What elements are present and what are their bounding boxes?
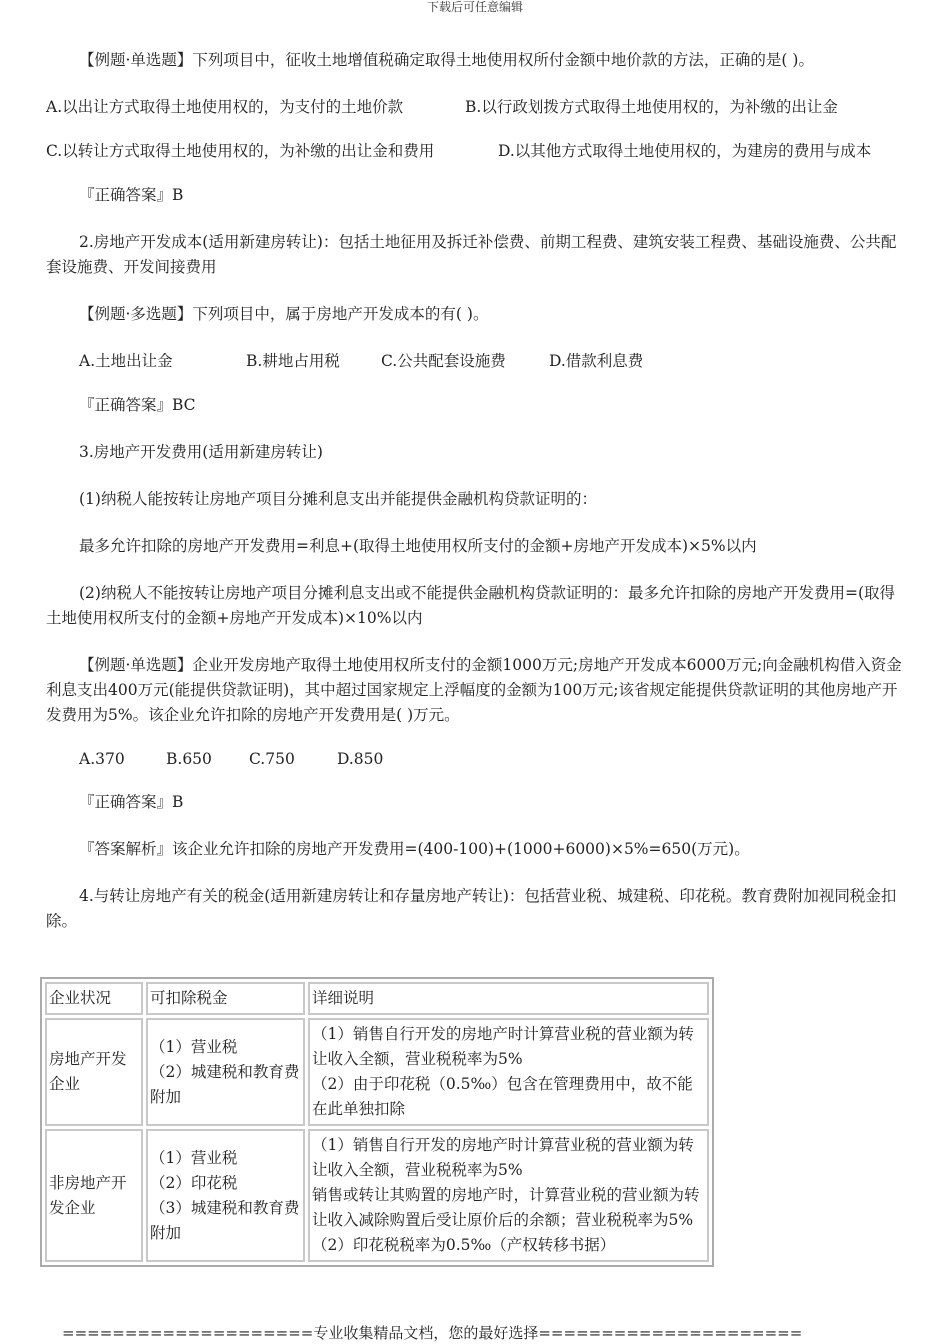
deductible-taxes-cell [146, 1129, 305, 1262]
section-3-dev-expense: 3.房地产开发费用(适用新建房转让) [79, 443, 323, 461]
q1-answer: 『正确答案』B [79, 186, 184, 204]
details-cell [308, 1129, 709, 1262]
q3-option-a: A.370 [79, 750, 125, 768]
tax-item: （1）营业税 [150, 1037, 238, 1056]
detail-line: （2）由于印花税（0.5‰）包含在管理费用中，故不能在此单独扣除 [312, 1075, 693, 1118]
detail-line: （1）销售自行开发的房地产时计算营业税的营业额为转让收入全额，营业税税率为5% [312, 1025, 694, 1068]
q3-options [46, 750, 908, 768]
q2-option-c: C.公共配套设施费 [381, 352, 506, 370]
q2-options [46, 349, 908, 371]
detail-line: （1）销售自行开发的房地产时计算营业税的营业额为转让收入全额，营业税税率为5% [312, 1136, 694, 1179]
table-header-cell: 企业状况 [45, 982, 143, 1015]
q2-option-b: B.耕地占用税 [246, 352, 340, 370]
detail-line: （2）印花税税率为0.5‰（产权转移书据） [312, 1236, 616, 1254]
q3-answer: 『正确答案』B [79, 793, 184, 811]
q2-option-a: A.土地出让金 [79, 352, 173, 370]
example-question-3: 【例题·单选题】企业开发房地产取得土地使用权所支付的金额1000万元;房地产开发成本6000万元;向金融机构借入资金利息支出400万元(能提供贷款证明)，其中超过国家规定上浮幅度的金额为100万元;该省规定能提供贷款证明的其他房地产开发费用为5%。该企业允许扣除的房地产开发费用是( )万元。 [46, 656, 902, 724]
table-row [45, 1129, 709, 1262]
q2-answer: 『正确答案』BC [79, 396, 196, 414]
q1-option-a: A.以出让方式取得土地使用权的，为支付的土地价款 [46, 98, 404, 116]
table-header-row [45, 982, 709, 1015]
section-3-item-2: (2)纳税人不能按转让房地产项目分摊利息支出或不能提供金融机构贷款证明的：最多允许扣除的房地产开发费用=(取得土地使用权所支付的金额+房地产开发成本)×10%以内 [46, 584, 895, 627]
q3-explanation: 『答案解析』该企业允许扣除的房地产开发费用=(400-100)+(1000+6000)×5%=650(万元)。 [79, 840, 750, 858]
company-type-cell: 非房地产开发企业 [45, 1129, 143, 1262]
tax-item: （2）印花税 [150, 1173, 238, 1192]
deductible-tax-table [40, 977, 714, 1267]
section-4-taxes: 4.与转让房地产有关的税金(适用新建房转让和存量房地产转让)：包括营业税、城建税、印花税。教育费附加视同税金扣除。 [46, 887, 897, 930]
table-row [45, 1018, 709, 1126]
tax-item: （3）城建税和教育费附加 [150, 1198, 300, 1242]
table-header-cell: 可扣除税金 [146, 982, 305, 1015]
q1-option-d: D.以其他方式取得土地使用权的，为建房的费用与成本 [498, 142, 872, 160]
q1-options-ab [46, 95, 908, 117]
details-cell [308, 1018, 709, 1126]
page-footer: ====================专业收集精品文档，您的最好选择===================== [62, 1324, 803, 1342]
company-type-cell: 房地产开发企业 [45, 1018, 143, 1126]
tax-item: （2）城建税和教育费附加 [150, 1062, 300, 1106]
q1-options-cd [46, 139, 908, 161]
q2-option-d: D.借款利息费 [549, 352, 644, 370]
q3-option-b: B.650 [166, 750, 212, 768]
q3-option-d: D.850 [337, 750, 384, 768]
section-3-item-1: (1)纳税人能按转让房地产项目分摊利息支出并能提供金融机构贷款证明的： [79, 490, 597, 508]
section-3-formula-1: 最多允许扣除的房地产开发费用=利息+(取得土地使用权所支付的金额+房地产开发成本)×5%以内 [79, 537, 757, 555]
tax-item: （1）营业税 [150, 1148, 238, 1167]
example-question-2: 【例题·多选题】下列项目中，属于房地产开发成本的有( )。 [79, 305, 489, 323]
q3-option-c: C.750 [249, 750, 295, 768]
page-header: 下载后可任意编辑 [426, 0, 523, 14]
q1-option-c: C.以转让方式取得土地使用权的，为补缴的出让金和费用 [46, 142, 435, 160]
example-question-1: 【例题·单选题】下列项目中，征收土地增值税确定取得土地使用权所付金额中地价款的方法，正确的是( )。 [79, 51, 814, 69]
section-2-dev-cost: 2.房地产开发成本(适用新建房转让)：包括土地征用及拆迁补偿费、前期工程费、建筑安装工程费、基础设施费、公共配套设施费、开发间接费用 [46, 233, 897, 276]
table-header-cell: 详细说明 [308, 982, 709, 1015]
deductible-taxes-cell [146, 1018, 305, 1126]
q1-option-b: B.以行政划拨方式取得土地使用权的，为补缴的出让金 [465, 98, 838, 116]
document-body [46, 48, 908, 934]
detail-line: 销售或转让其购置的房地产时，计算营业税的营业额为转让收入减除购置后受让原价后的余额；营业税税率为5% [312, 1186, 700, 1229]
